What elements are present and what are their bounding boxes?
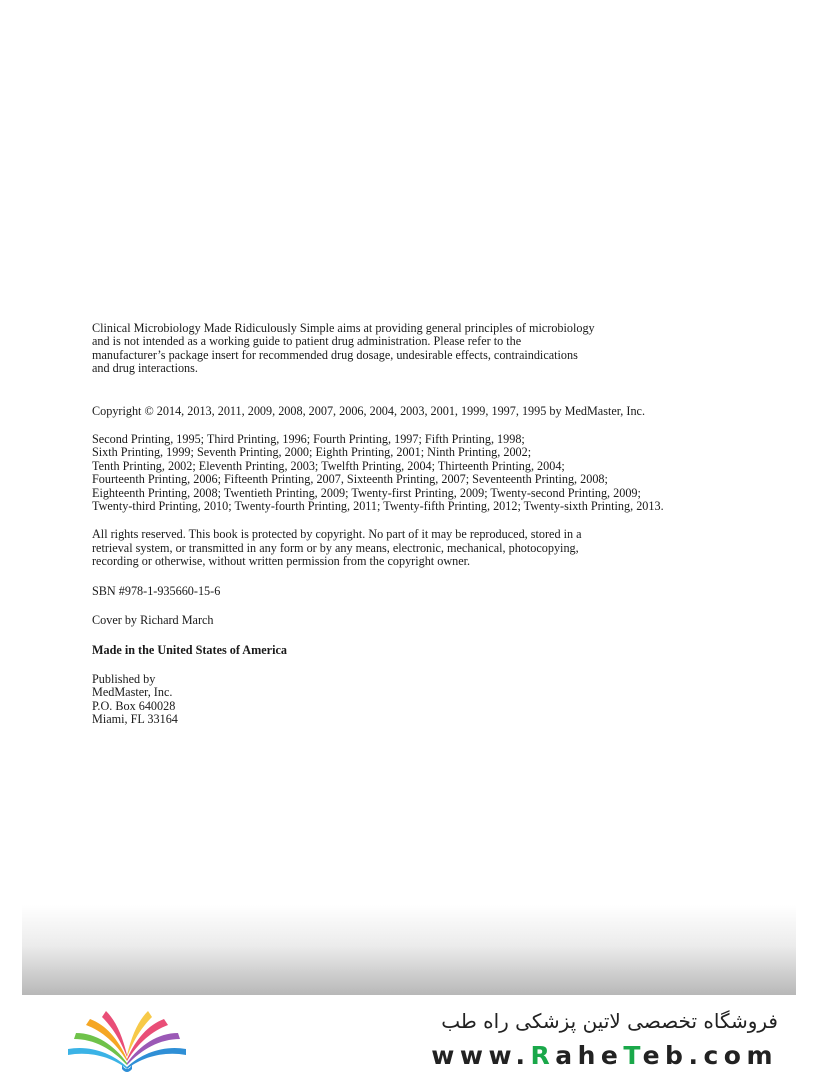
website-accent-letter: T [623,1041,643,1070]
publisher-address [92,673,742,727]
cover-credit: Cover by Richard March [92,613,214,628]
made-in-line: Made in the United States of America [92,642,287,657]
website-url [431,1041,778,1070]
printing-line: Eighteenth Printing, 2008; Twentieth Printing, 2009; Twenty-first Printing, 2009; Twenty-second Printing, 2009; [92,485,641,500]
copyright-content [92,322,742,727]
copyright-notice: Copyright © 2014, 2013, 2011, 2009, 2008, 2007, 2006, 2004, 2003, 2001, 1999, 1997, 1995 by MedMaster, Inc. [92,403,646,418]
printing-line: Sixth Printing, 1999; Seventh Printing, 2000; Eighth Printing, 2001; Ninth Printing, 2002; [92,445,532,460]
website-mid: eb [642,1041,689,1070]
disclaimer-line: and is not intended as a working guide to patient drug administration. Please refer to the [92,334,522,349]
isbn-line: SBN #978-1-935660-15-6 [92,583,221,598]
open-book-rainbow-icon [62,1005,192,1073]
publisher-line: Miami, FL 33164 [92,712,178,727]
website-prefix: www. [431,1041,531,1070]
page-bottom-shadow [22,905,796,995]
rights-line: retrieval system, or transmitted in any form or by any means, electronic, mechanical, photocopying, [92,540,579,555]
disclaimer-line: manufacturer’s package insert for recommended drug dosage, undesirable effects, contraindications [92,347,578,362]
website-mid: ahe [555,1041,624,1070]
rights-line: recording or otherwise, without written permission from the copyright owner. [92,554,471,569]
rights-line: All rights reserved. This book is protected by copyright. No part of it may be reproduced, stored in a [92,527,582,542]
printing-history [92,433,742,513]
printing-line: Second Printing, 1995; Third Printing, 1996; Fourth Printing, 1997; Fifth Printing, 1998; [92,432,525,447]
publisher-line: Published by [92,671,156,686]
publisher-line: MedMaster, Inc. [92,685,173,700]
disclaimer-line: and drug interactions. [92,361,198,376]
website-suffix: .com [688,1041,778,1070]
persian-store-name: فروشگاه تخصصی لاتین پزشکی راه طب [441,1009,778,1033]
publisher-line: P.O. Box 640028 [92,698,176,713]
watermark-footer [0,995,818,1080]
printing-line: Twenty-third Printing, 2010; Twenty-fourth Printing, 2011; Twenty-fifth Printing, 2012; Twenty-sixth Printing, 2013. [92,499,664,514]
rights-paragraph [92,528,742,568]
disclaimer-line: Clinical Microbiology Made Ridiculously Simple aims at providing general principles of microbiology [92,321,595,335]
disclaimer-paragraph [92,322,742,376]
printing-line: Tenth Printing, 2002; Eleventh Printing, 2003; Twelfth Printing, 2004; Thirteenth Printing, 2004; [92,458,565,473]
printing-line: Fourteenth Printing, 2006; Fifteenth Printing, 2007, Sixteenth Printing, 2007; Seventeenth Printing, 2008; [92,472,608,487]
website-accent-letter: R [530,1041,556,1070]
